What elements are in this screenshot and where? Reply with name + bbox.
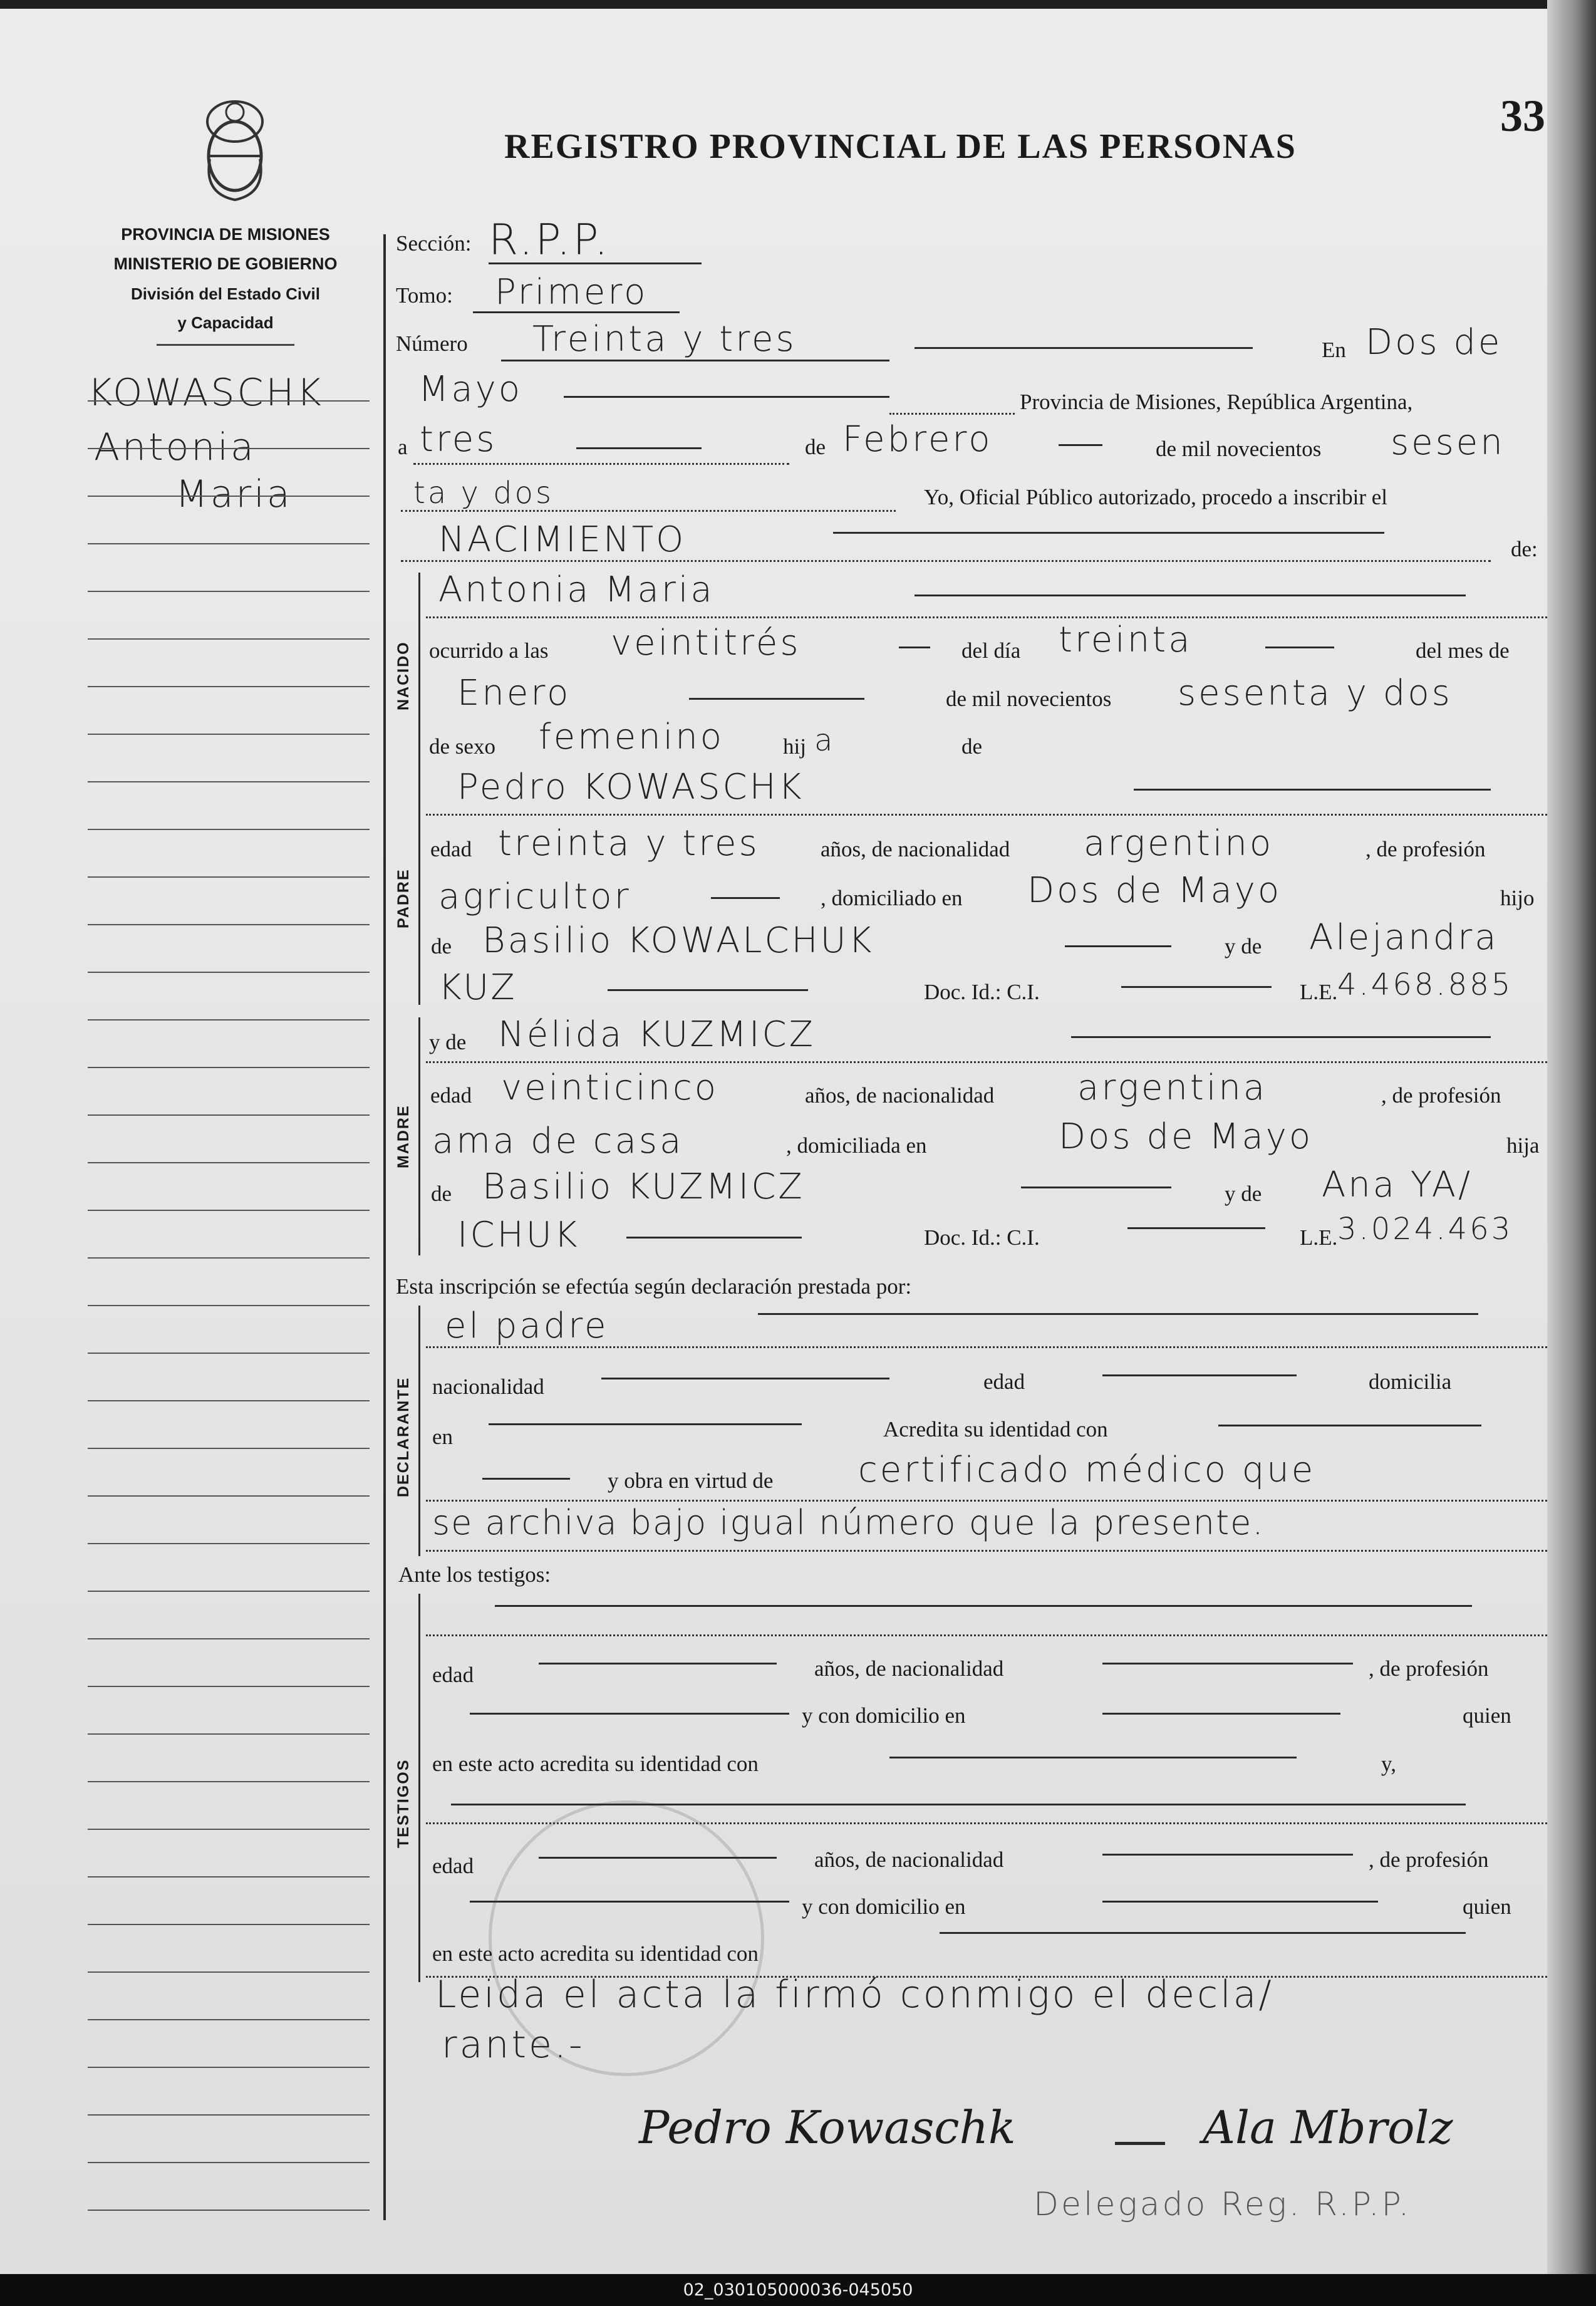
madre-edad-value: veinticinco: [501, 1067, 719, 1108]
place-value: Mayo: [418, 369, 523, 410]
testigo2-anos-label: años, de nacionalidad: [814, 1847, 1004, 1872]
provincia-label: Provincia de Misiones, República Argentina,: [1020, 390, 1413, 414]
coat-of-arms-icon: [191, 84, 279, 203]
testigo1-quien-label: quien: [1463, 1703, 1511, 1728]
margin-rule: [88, 686, 370, 687]
declarante-edad-label: edad: [983, 1369, 1025, 1394]
margin-surname: KOWASCHK: [88, 371, 324, 415]
testigo1-edad-label: edad: [432, 1663, 474, 1687]
ocurrido-label: ocurrido a las: [429, 638, 549, 663]
madre-anos-label: años, de nacionalidad: [805, 1083, 995, 1108]
madre-nac-value: argentina: [1077, 1067, 1268, 1108]
padre-le-value: 4.468.885: [1337, 967, 1513, 1002]
padre-madre-value: Alejandra: [1309, 917, 1499, 958]
madre-le-value: 3.024.463: [1337, 1212, 1513, 1247]
margin-rule: [88, 591, 370, 592]
margin-rule: [88, 1971, 370, 1973]
dia-nac-value: treinta: [1059, 620, 1193, 660]
madre-le-label: L.E.: [1300, 1225, 1338, 1250]
de-mil-label: de mil novecientos: [1156, 437, 1322, 461]
leida-value-2: rante.-: [442, 2023, 585, 2067]
testigo1-domicilio-label: y con domicilio en: [802, 1703, 966, 1728]
madre-y-de-label-2: y de: [1225, 1182, 1262, 1206]
footer-bar: [0, 2274, 1596, 2306]
testigo2-domicilio-label: y con domicilio en: [802, 1894, 966, 1919]
margin-rule: [88, 1257, 370, 1259]
testigo2-profesion-label: , de profesión: [1369, 1847, 1489, 1872]
madre-prof-value: ama de casa: [432, 1121, 684, 1161]
del-dia-label: del día: [961, 638, 1021, 663]
testigo1-y-label: y,: [1381, 1752, 1396, 1776]
de-sexo-label: de sexo: [429, 734, 495, 759]
madre-doc-label: Doc. Id.: C.I.: [924, 1225, 1040, 1250]
margin-rule: [88, 2210, 370, 2211]
hija-suffix-value: a: [814, 723, 836, 758]
margin-rule: [88, 2114, 370, 2116]
obra-value-2: se archiva bajo igual número que la presente.: [432, 1503, 1265, 1542]
sexo-value: femenino: [539, 717, 724, 757]
province-label: PROVINCIA DE MISIONES: [121, 225, 330, 244]
margin-rule: [88, 876, 370, 878]
margin-rule: [88, 638, 370, 640]
delegado-stamp: Delegado Reg. R.P.P.: [1034, 2186, 1412, 2223]
margin-rule: [88, 496, 370, 497]
declarante-value: el padre: [445, 1306, 609, 1346]
margin-rule: [88, 829, 370, 830]
header-underline: [157, 344, 294, 346]
declarante-en-label: en: [432, 1425, 453, 1449]
padre-edad-label: edad: [430, 837, 472, 861]
testigo1-anos-label: años, de nacionalidad: [814, 1656, 1004, 1681]
nacido-nombre-value: Antonia Maria: [438, 569, 715, 610]
margin-rule: [88, 1829, 370, 1830]
de-label: de: [805, 435, 826, 459]
testigo2-edad-label: edad: [432, 1854, 474, 1878]
margin-rule: [88, 1448, 370, 1449]
padre-edad-value: treinta y tres: [498, 823, 760, 864]
seccion-label: Sección:: [396, 231, 472, 256]
section-testigos-label: TESTIGOS: [395, 1758, 412, 1849]
margin-rule: [88, 1067, 370, 1068]
en-place-value: Dos de: [1365, 322, 1503, 363]
de-colon-label: de:: [1511, 537, 1538, 561]
testigo2-acredita-label: en este acto acredita su identidad con: [432, 1941, 759, 1966]
madre-de-label: de: [431, 1182, 452, 1206]
margin-rule: [88, 1495, 370, 1497]
madre-dom-value: Dos de Mayo: [1059, 1116, 1314, 1157]
testigo1-acredita-label: en este acto acredita su identidad con: [432, 1752, 759, 1776]
testigo2-quien-label: quien: [1463, 1894, 1511, 1919]
declarante-nacionalidad-label: nacionalidad: [432, 1374, 544, 1399]
margin-rule: [88, 972, 370, 973]
margin-rule: [88, 1305, 370, 1306]
margin-rule: [88, 400, 370, 402]
padre-madre-value-2: KUZ: [438, 967, 517, 1008]
section-padre-label: PADRE: [395, 868, 412, 928]
mes-value: Febrero: [842, 419, 993, 460]
binding-edge: [1547, 0, 1596, 2274]
de2-label: de: [961, 734, 983, 759]
anio-value-2: ta y dos: [413, 475, 554, 511]
margin-rule: [88, 1353, 370, 1354]
en-label: En: [1322, 338, 1346, 362]
margin-rule: [88, 1686, 370, 1687]
division-label-2: y Capacidad: [177, 313, 274, 332]
signature-oficial: Ala Mbrolz: [1203, 2101, 1453, 2154]
padre-anos-label: años, de nacionalidad: [821, 837, 1010, 861]
padre-le-label: L.E.: [1300, 980, 1338, 1004]
margin-rule: [88, 734, 370, 735]
margin-rule: [88, 1210, 370, 1211]
margin-rule: [88, 924, 370, 925]
file-id-label: 02_030105000036-045050: [683, 2280, 913, 2300]
yo-label: Yo, Oficial Público autorizado, procedo a inscribir el: [924, 485, 1388, 509]
margin-rule: [88, 1591, 370, 1592]
page-title: REGISTRO PROVINCIAL DE LAS PERSONAS: [504, 127, 1297, 166]
section-madre-label: MADRE: [395, 1104, 412, 1168]
de-mil-nac-label: de mil novecientos: [946, 687, 1112, 711]
madre-y-de-label: y de: [429, 1030, 467, 1054]
mes-nac-value: Enero: [457, 673, 571, 714]
madre-domiciliada-label: , domiciliada en: [786, 1133, 927, 1158]
padre-domiciliado-label: , domiciliado en: [821, 886, 963, 910]
madre-value: Nélida KUZMICZ: [498, 1014, 816, 1055]
margin-given-name-1: Antonia: [94, 425, 256, 469]
padre-prof-value: agricultor: [438, 876, 631, 917]
margin-rule: [88, 543, 370, 544]
declarante-domicilia-label: domicilia: [1369, 1369, 1452, 1394]
margin-rule: [88, 1924, 370, 1925]
section-declarante-label: DECLARANTE: [395, 1376, 412, 1498]
ministry-label: MINISTERIO DE GOBIERNO: [113, 254, 338, 273]
margin-rule: [88, 781, 370, 782]
margin-rule: [88, 1114, 370, 1116]
padre-nac-value: argentino: [1084, 823, 1274, 864]
margin-rule: [88, 1781, 370, 1782]
padre-padre-value: Basilio KOWALCHUK: [482, 920, 874, 961]
madre-edad-label: edad: [430, 1083, 472, 1108]
madre-madre-value-2: ICHUK: [457, 1215, 580, 1255]
a-label: a: [398, 435, 408, 459]
numero-value: Treinta y tres: [532, 319, 797, 360]
margin-rule: [88, 2067, 370, 2068]
seccion-value: R.P.P.: [489, 216, 611, 265]
margin-rule: [88, 1400, 370, 1401]
margin-given-name-2: Maria: [175, 472, 293, 516]
padre-y-de-label: y de: [1225, 934, 1262, 958]
division-label: División del Estado Civil: [131, 284, 320, 303]
obra-value: certificado médico que: [858, 1450, 1316, 1490]
del-mes-label: del mes de: [1416, 638, 1510, 663]
padre-profesion-label: , de profesión: [1365, 837, 1486, 861]
ante-testigos-label: Ante los testigos:: [398, 1562, 551, 1587]
tomo-value: Primero: [495, 272, 648, 313]
margin-rule: [88, 1543, 370, 1544]
declarante-acredita-label: Acredita su identidad con: [883, 1417, 1108, 1441]
margin-rule: [88, 1733, 370, 1735]
inscripcion-label: Esta inscripción se efectúa según declaración prestada por:: [396, 1274, 912, 1299]
page-number: 33: [1500, 91, 1545, 141]
padre-dom-value: Dos de Mayo: [1027, 870, 1282, 911]
tomo-label: Tomo:: [396, 283, 453, 308]
margin-rule: [88, 1876, 370, 1878]
section-nacido-label: NACIDO: [395, 641, 412, 711]
margin-rule: [88, 1638, 370, 1639]
padre-doc-label: Doc. Id.: C.I.: [924, 980, 1040, 1004]
hora-value: veintitrés: [611, 623, 801, 663]
main-left-border: [383, 234, 386, 2220]
testigo1-profesion-label: , de profesión: [1369, 1656, 1489, 1681]
madre-padre-value: Basilio KUZMICZ: [482, 1166, 805, 1207]
padre-de-label: de: [431, 934, 452, 958]
numero-label: Número: [396, 331, 468, 356]
declarante-obra-label: y obra en virtud de: [608, 1468, 774, 1493]
leida-value: Leida el acta la firmó conmigo el decla/: [435, 1973, 1274, 2017]
madre-hija-label: hija: [1506, 1133, 1540, 1158]
madre-madre-value: Ana YA/: [1322, 1165, 1473, 1205]
dia-value: tres: [420, 419, 497, 460]
padre-hijo-label: hijo: [1500, 886, 1535, 910]
margin-rule: [88, 2019, 370, 2020]
signature-declarante: Pedro Kowaschk: [639, 2101, 1016, 2154]
margin-rule: [88, 2162, 370, 2163]
padre-value: Pedro KOWASCHK: [457, 767, 804, 808]
anio-value: sesen: [1391, 422, 1505, 463]
anio-nac-value: sesenta y dos: [1178, 673, 1453, 714]
margin-rule: [88, 1019, 370, 1021]
hij-label: hij: [783, 734, 806, 759]
margin-rule: [88, 1162, 370, 1163]
margin-rule: [88, 448, 370, 449]
acto-value: NACIMIENTO: [438, 519, 687, 560]
madre-profesion-label: , de profesión: [1381, 1083, 1501, 1108]
